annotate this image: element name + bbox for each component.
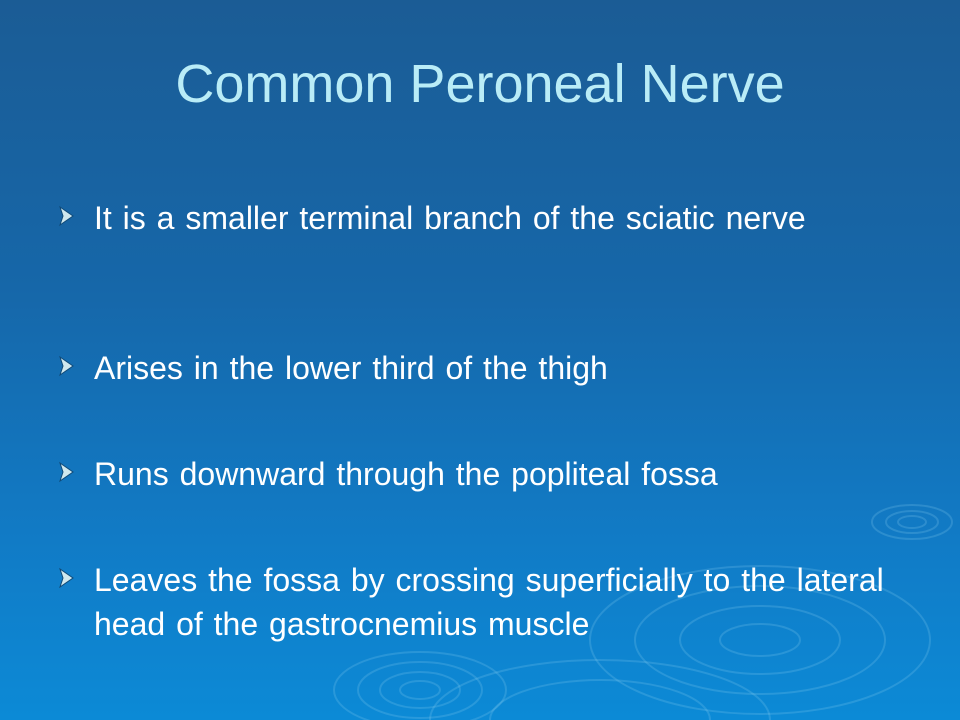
- arrow-bullet-icon: [58, 346, 94, 382]
- arrow-bullet-icon: [58, 196, 94, 232]
- bullet-text: Leaves the fossa by crossing superficially to the lateral head of the gastrocnemius muscle: [94, 562, 884, 642]
- bullet-text: It is a smaller terminal branch of the sciatic nerve: [94, 200, 806, 236]
- arrow-bullet-icon: [58, 452, 94, 488]
- bullet-item: [58, 452, 908, 496]
- bullet-item: [58, 346, 908, 390]
- slide-title: Common Peroneal Nerve: [175, 54, 785, 114]
- arrow-bullet-icon: [58, 558, 94, 594]
- bullet-item: [58, 196, 908, 240]
- bullet-text: Runs downward through the popliteal fossa: [94, 456, 718, 492]
- bullet-item: [58, 558, 908, 646]
- bullet-text: Arises in the lower third of the thigh: [94, 350, 608, 386]
